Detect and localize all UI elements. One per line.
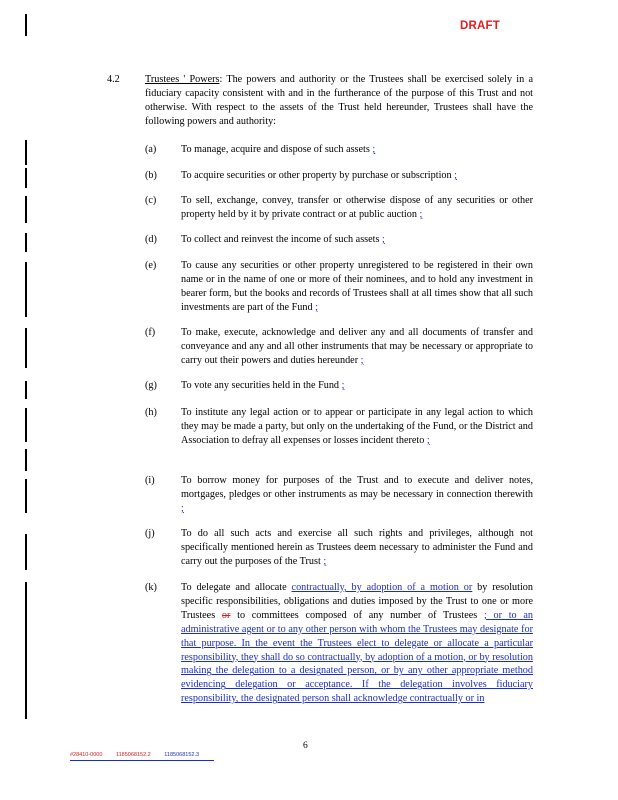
list-item: To cause any securities or other property unregistered to be registered in their own name or in the name of one or more of their nominees, and to hold any investment in bearer form, but the books and records of Trustees shall at all times show that all such investments are part of the Fund ;	[181, 260, 533, 313]
inserted-text: contractually, by adoption of a motion or	[291, 582, 473, 593]
list-item: To sell, exchange, convey, transfer or otherwise dispose of any securities or other property held by it by private contract or at public auction ;	[181, 195, 533, 220]
list-item: To delegate and allocate contractually, by adoption of a motion or by resolution specific responsibilities, obligations and duties imposed by the Trust to one or more Trustees or to committees composed of any number of Trustees ; or to an administrative agent or to any other person with whom the Trustees may designate for that purpose. In the event the Trustees elect to delegate or allocate a particular responsibility, they shall do so contractually, by adoption of a motion, or by resolution making the delegation to a designated person, or by any other appropriate method evidencing delegation or acceptance. If the delegation involves fiduciary responsibility, the designated person shall acknowledge contractually or in	[181, 582, 533, 705]
change-bar	[25, 140, 27, 165]
section-number: 4.2	[107, 74, 120, 85]
document-id-footer	[70, 752, 211, 758]
list-item: To vote any securities held in the Fund ;	[181, 380, 345, 391]
list-item-label: (h)	[145, 407, 157, 418]
change-bar	[25, 196, 27, 223]
list-item-label: (f)	[145, 327, 156, 338]
change-bar	[25, 534, 27, 570]
change-bar	[25, 582, 27, 719]
list-item: To acquire securities or other property by purchase or subscription ;	[181, 170, 457, 181]
list-item: To institute any legal action or to appear or participate in any legal action to which they may be made a party, but only on the undertaking of the Fund, or the District and Association to defray all expenses or losses incident thereto ;	[181, 407, 533, 446]
change-bar	[25, 328, 27, 368]
doc-id: 1185068152.3	[164, 752, 200, 758]
section-intro-text: : The powers and authority or the Trustees shall be exercised solely in a fiduciary capacity consistent with and in the furtherance of the purpose of this Trust and not otherwise. With respect to the assets of the Trust held hereunder, Trustees shall have the following powers and authority:	[145, 74, 533, 127]
list-item: To make, execute, acknowledge and deliver any and all documents of transfer and conveyance and any and all other instruments that may be necessary or appropriate to carry out their powers and duties hereunder ;	[181, 327, 533, 366]
list-item-label: (e)	[145, 260, 157, 271]
list-item-label: (i)	[145, 475, 155, 486]
change-bar	[25, 381, 27, 399]
section-intro	[145, 73, 533, 129]
list-item: To do all such acts and exercise all such rights and privileges, although not specifically mentioned herein as Trustees deem necessary to administer the Fund and carry out the purposes of the Trust ;	[181, 528, 533, 567]
list-item-label: (j)	[145, 528, 155, 539]
page-number: 6	[303, 741, 308, 751]
change-bar	[25, 168, 27, 188]
list-item-label: (b)	[145, 170, 157, 181]
list-item-label: (d)	[145, 234, 157, 245]
change-bar	[25, 449, 27, 471]
list-item-label: (c)	[145, 195, 157, 206]
change-bar	[25, 408, 27, 442]
change-bar	[25, 14, 27, 36]
doc-id: 1185068152.2	[115, 752, 151, 758]
list-item-label: (k)	[145, 582, 157, 593]
change-bar	[25, 479, 27, 513]
draft-label: DRAFT	[460, 20, 500, 32]
list-item: To manage, acquire and dispose of such assets ;	[181, 144, 376, 155]
doc-id: #28410-0000	[70, 752, 103, 758]
deleted-text: or	[221, 609, 231, 621]
list-item-label: (a)	[145, 144, 157, 155]
change-bar	[25, 233, 27, 252]
section-heading: Trustees ' Powers	[145, 74, 220, 85]
list-item: To collect and reinvest the income of such assets ;	[181, 234, 385, 245]
inserted-text: or to an administrative agent or to any other person with whom the Trustees may designate for that purpose. In the event the Trustees elect to delegate or allocate a particular responsibility, they shall do so contractually, by adoption of a motion, or by resolution making the delegation to a designated person, or by any other appropriate method evidencing delegation or acceptance. If the delegation involves fiduciary responsibility, the designated person shall acknowledge contractually or in	[181, 609, 533, 705]
footer-rule	[70, 760, 214, 761]
list-item: To borrow money for purposes of the Trust and to execute and deliver notes, mortgages, pledges or other instruments as may be necessary in connection therewith ;	[181, 475, 533, 514]
list-item-label: (g)	[145, 380, 157, 391]
change-bar	[25, 262, 27, 317]
